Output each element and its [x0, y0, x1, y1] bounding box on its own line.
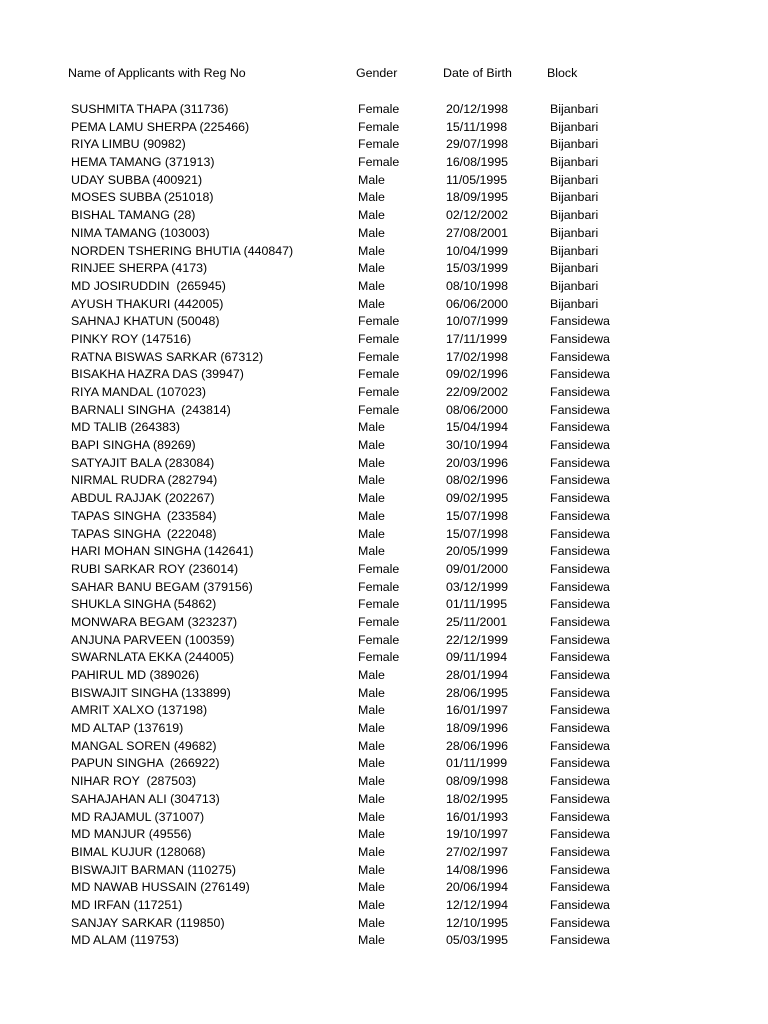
table-row	[0, 879, 768, 897]
applicant-gender: Male	[358, 544, 385, 559]
applicant-dob: 20/06/1994	[446, 880, 509, 895]
applicant-dob: 09/02/1996	[446, 367, 509, 382]
applicant-dob: 18/02/1995	[446, 791, 509, 806]
applicant-name: MD ALAM (119753)	[71, 933, 179, 948]
applicant-dob: 29/07/1998	[446, 137, 509, 152]
applicant-name: NIRMAL RUDRA (282794)	[71, 473, 218, 488]
applicant-block: Fansidewa	[550, 614, 610, 629]
applicant-block: Fansidewa	[550, 331, 610, 346]
applicant-gender: Male	[358, 190, 385, 205]
table-row	[0, 543, 768, 561]
applicant-gender: Male	[358, 243, 385, 258]
table-row	[0, 526, 768, 544]
table-row	[0, 897, 768, 915]
applicant-dob: 08/02/1996	[446, 473, 509, 488]
applicant-gender: Male	[358, 880, 385, 895]
applicant-gender: Female	[358, 155, 400, 170]
table-row	[0, 809, 768, 827]
applicant-dob: 15/11/1998	[446, 119, 508, 134]
applicant-block: Bijanbari	[550, 278, 599, 293]
applicant-block: Bijanbari	[550, 208, 599, 223]
table-row	[0, 685, 768, 703]
applicant-dob: 22/12/1999	[446, 632, 509, 647]
table-row	[0, 189, 768, 207]
applicant-block: Fansidewa	[550, 491, 610, 506]
applicant-gender: Female	[358, 614, 400, 629]
applicant-dob: 30/10/1994	[446, 438, 509, 453]
applicant-dob: 10/04/1999	[446, 243, 509, 258]
applicant-name: BISHAL TAMANG (28)	[71, 208, 196, 223]
applicant-name: SAHAR BANU BEGAM (379156)	[71, 579, 253, 594]
applicant-dob: 28/06/1996	[446, 738, 509, 753]
applicant-name: SATYAJIT BALA (283084)	[71, 455, 215, 470]
applicant-dob: 16/01/1997	[446, 703, 509, 718]
applicant-gender: Male	[358, 491, 385, 506]
applicant-dob: 28/06/1995	[446, 685, 509, 700]
applicant-name: PEMA LAMU SHERPA (225466)	[71, 119, 250, 134]
applicant-gender: Female	[358, 314, 400, 329]
applicant-gender: Male	[358, 809, 385, 824]
table-row	[0, 561, 768, 579]
applicant-name: MD MANJUR (49556)	[71, 827, 192, 842]
applicant-gender: Male	[358, 261, 385, 276]
applicant-gender: Female	[358, 102, 400, 116]
table-row	[0, 932, 768, 950]
applicant-dob: 12/12/1994	[446, 897, 509, 912]
applicant-dob: 08/09/1998	[446, 774, 509, 789]
applicant-block: Fansidewa	[550, 809, 610, 824]
applicant-block: Fansidewa	[550, 791, 610, 806]
applicant-gender: Male	[358, 438, 385, 453]
applicant-dob: 12/10/1995	[446, 915, 509, 930]
applicant-name: BARNALI SINGHA (243814)	[71, 402, 231, 417]
table-row	[0, 826, 768, 844]
applicant-dob: 10/07/1999	[446, 314, 509, 329]
applicant-block: Fansidewa	[550, 561, 610, 576]
applicant-dob: 03/12/1999	[446, 579, 509, 594]
applicant-gender: Female	[358, 402, 400, 417]
applicant-name: RATNA BISWAS SARKAR (67312)	[71, 349, 264, 364]
applicant-block: Bijanbari	[550, 155, 599, 170]
table-row	[0, 508, 768, 526]
applicant-name: BISAKHA HAZRA DAS (39947)	[71, 367, 244, 382]
table-row	[0, 331, 768, 349]
applicant-dob: 02/12/2002	[446, 208, 509, 223]
applicant-gender: Female	[358, 331, 400, 346]
applicant-gender: Male	[358, 278, 385, 293]
table-row	[0, 225, 768, 243]
applicant-dob: 09/11/1994	[446, 650, 508, 665]
table-row	[0, 791, 768, 809]
applicant-name: NIMA TAMANG (103003)	[71, 225, 210, 240]
applicant-name: ANJUNA PARVEEN (100359)	[71, 632, 235, 647]
applicant-name: PINKY ROY (147516)	[71, 331, 192, 346]
applicant-name: SUSHMITA THAPA (311736)	[71, 102, 229, 116]
applicant-dob: 18/09/1995	[446, 190, 509, 205]
applicant-block: Bijanbari	[550, 225, 599, 240]
applicant-gender: Male	[358, 703, 385, 718]
applicant-block: Fansidewa	[550, 455, 610, 470]
applicant-dob: 16/01/1993	[446, 809, 509, 824]
applicant-dob: 06/06/2000	[446, 296, 509, 311]
applicant-gender: Female	[358, 597, 400, 612]
applicant-block: Bijanbari	[550, 172, 599, 187]
applicant-block: Bijanbari	[550, 261, 599, 276]
applicant-name: TAPAS SINGHA (222048)	[71, 526, 217, 541]
applicant-name: MD JOSIRUDDIN (265945)	[71, 278, 226, 293]
applicant-block: Fansidewa	[550, 844, 610, 859]
applicant-block: Fansidewa	[550, 897, 610, 912]
applicant-block: Fansidewa	[550, 650, 610, 665]
applicant-block: Bijanbari	[550, 102, 599, 116]
table-row	[0, 632, 768, 650]
applicant-dob: 22/09/2002	[446, 385, 509, 399]
applicant-dob: 27/08/2001	[446, 225, 509, 240]
applicant-name: RIYA MANDAL (107023)	[71, 385, 206, 399]
applicant-dob: 15/03/1999	[446, 261, 509, 276]
applicant-dob: 08/06/2000	[446, 402, 509, 417]
applicant-name: MANGAL SOREN (49682)	[71, 738, 217, 753]
applicant-dob: 16/08/1995	[446, 155, 509, 170]
applicant-dob: 25/11/2001	[446, 614, 508, 629]
applicant-gender: Female	[358, 137, 400, 152]
applicant-name: RINJEE SHERPA (4173)	[71, 261, 208, 276]
applicant-block: Fansidewa	[550, 438, 610, 453]
applicant-dob: 01/11/1999	[446, 756, 508, 771]
applicant-name: MD RAJAMUL (371007)	[71, 809, 205, 824]
applicant-block: Bijanbari	[550, 119, 599, 134]
table-row	[0, 366, 768, 384]
header-name: Name of Applicants with Reg No	[68, 66, 246, 80]
table-row	[0, 667, 768, 685]
table-row	[0, 349, 768, 367]
table-row	[0, 419, 768, 437]
applicant-gender: Male	[358, 933, 385, 948]
table-row	[0, 738, 768, 756]
applicant-gender: Male	[358, 668, 385, 682]
table-row	[0, 207, 768, 225]
applicant-name: MD ALTAP (137619)	[71, 721, 184, 736]
applicant-name: NIHAR ROY (287503)	[71, 774, 197, 789]
applicant-name: MD NAWAB HUSSAIN (276149)	[71, 880, 250, 895]
applicant-block: Fansidewa	[550, 685, 610, 700]
applicant-dob: 15/04/1994	[446, 420, 509, 435]
applicant-gender: Male	[358, 827, 385, 842]
applicant-block: Fansidewa	[550, 597, 610, 612]
applicant-dob: 27/02/1997	[446, 844, 509, 859]
applicant-name: BAPI SINGHA (89269)	[71, 438, 196, 453]
applicant-dob: 09/02/1995	[446, 491, 509, 506]
applicant-name: MD IRFAN (117251)	[71, 897, 183, 912]
applicant-gender: Male	[358, 172, 385, 187]
applicant-gender: Female	[358, 119, 400, 134]
applicant-block: Bijanbari	[550, 190, 599, 205]
applicant-block: Fansidewa	[550, 668, 610, 682]
applicant-dob: 05/03/1995	[446, 933, 509, 948]
applicant-name: BIMAL KUJUR (128068)	[71, 844, 206, 859]
applicant-name: SHUKLA SINGHA (54862)	[71, 597, 217, 612]
applicant-gender: Male	[358, 526, 385, 541]
applicant-name: SAHAJAHAN ALI (304713)	[71, 791, 220, 806]
applicant-gender: Male	[358, 791, 385, 806]
applicant-dob: 28/01/1994	[446, 668, 509, 682]
applicant-block: Fansidewa	[550, 738, 610, 753]
applicant-block: Fansidewa	[550, 721, 610, 736]
applicant-dob: 20/05/1999	[446, 544, 509, 559]
applicant-dob: 20/03/1996	[446, 455, 509, 470]
applicant-block: Fansidewa	[550, 915, 610, 930]
applicant-dob: 15/07/1998	[446, 526, 509, 541]
applicant-dob: 09/01/2000	[446, 561, 509, 576]
table-row	[0, 844, 768, 862]
table-row	[0, 702, 768, 720]
table-row	[0, 773, 768, 791]
applicant-block: Fansidewa	[550, 579, 610, 594]
applicant-block: Fansidewa	[550, 367, 610, 382]
applicant-gender: Male	[358, 862, 385, 877]
table-row	[0, 915, 768, 933]
table-row	[0, 136, 768, 154]
applicant-block: Fansidewa	[550, 827, 610, 842]
table-row	[0, 101, 768, 119]
applicant-gender: Male	[358, 208, 385, 223]
applicant-gender: Male	[358, 844, 385, 859]
applicant-gender: Female	[358, 385, 400, 399]
table-row	[0, 437, 768, 455]
table-row	[0, 278, 768, 296]
applicant-gender: Male	[358, 455, 385, 470]
table-row	[0, 172, 768, 190]
applicant-name: TAPAS SINGHA (233584)	[71, 508, 217, 523]
table-row	[0, 119, 768, 137]
applicant-name: SAHNAJ KHATUN (50048)	[71, 314, 220, 329]
applicant-gender: Male	[358, 508, 385, 523]
applicant-dob: 08/10/1998	[446, 278, 509, 293]
applicant-gender: Female	[358, 579, 400, 594]
applicant-gender: Male	[358, 685, 385, 700]
applicant-gender: Male	[358, 721, 385, 736]
applicant-gender: Male	[358, 296, 385, 311]
applicant-dob: 20/12/1998	[446, 102, 509, 116]
applicant-block: Fansidewa	[550, 349, 610, 364]
applicant-gender: Female	[358, 650, 400, 665]
table-row	[0, 579, 768, 597]
table-row	[0, 455, 768, 473]
applicant-name: SANJAY SARKAR (119850)	[71, 915, 225, 930]
applicant-name: MD TALIB (264383)	[71, 420, 181, 435]
applicant-gender: Male	[358, 774, 385, 789]
applicant-name: RIYA LIMBU (90982)	[71, 137, 186, 152]
applicant-name: AYUSH THAKURI (442005)	[71, 296, 224, 311]
header-block: Block	[547, 66, 578, 80]
applicant-block: Fansidewa	[550, 508, 610, 523]
table-row	[0, 472, 768, 490]
table-row	[0, 384, 768, 402]
table-header	[0, 66, 768, 84]
applicant-block: Fansidewa	[550, 862, 610, 877]
applicant-gender: Male	[358, 225, 385, 240]
applicant-gender: Male	[358, 915, 385, 930]
applicant-gender: Female	[358, 632, 400, 647]
applicant-name: AMRIT XALXO (137198)	[71, 703, 208, 718]
applicant-block: Fansidewa	[550, 632, 610, 647]
applicant-dob: 17/02/1998	[446, 349, 509, 364]
applicant-gender: Male	[358, 473, 385, 488]
table-row	[0, 596, 768, 614]
applicant-block: Fansidewa	[550, 756, 610, 771]
table-row	[0, 296, 768, 314]
applicant-name: PAHIRUL MD (389026)	[71, 668, 200, 682]
applicant-block: Fansidewa	[550, 314, 610, 329]
applicant-block: Fansidewa	[550, 774, 610, 789]
applicant-gender: Male	[358, 738, 385, 753]
applicant-list	[0, 101, 768, 950]
applicant-dob: 19/10/1997	[446, 827, 509, 842]
applicant-block: Fansidewa	[550, 544, 610, 559]
applicant-name: BISWAJIT BARMAN (110275)	[71, 862, 237, 877]
applicant-name: MOSES SUBBA (251018)	[71, 190, 214, 205]
applicant-gender: Male	[358, 897, 385, 912]
table-row	[0, 490, 768, 508]
applicant-block: Fansidewa	[550, 526, 610, 541]
applicant-block: Bijanbari	[550, 296, 599, 311]
table-row	[0, 649, 768, 667]
applicant-dob: 14/08/1996	[446, 862, 509, 877]
table-row	[0, 402, 768, 420]
applicant-name: RUBI SARKAR ROY (236014)	[71, 561, 239, 576]
applicant-dob: 15/07/1998	[446, 508, 509, 523]
applicant-name: BISWAJIT SINGHA (133899)	[71, 685, 231, 700]
applicant-dob: 17/11/1999	[446, 331, 508, 346]
applicant-name: SWARNLATA EKKA (244005)	[71, 650, 234, 665]
applicant-gender: Female	[358, 349, 400, 364]
applicant-block: Bijanbari	[550, 243, 599, 258]
header-gender: Gender	[356, 66, 398, 80]
applicant-gender: Male	[358, 420, 385, 435]
table-row	[0, 614, 768, 632]
table-row	[0, 154, 768, 172]
table-row	[0, 862, 768, 880]
applicant-gender: Female	[358, 367, 400, 382]
applicant-block: Fansidewa	[550, 420, 610, 435]
applicant-block: Fansidewa	[550, 385, 610, 399]
applicant-block: Fansidewa	[550, 880, 610, 895]
applicant-block: Fansidewa	[550, 473, 610, 488]
table-row	[0, 260, 768, 278]
applicant-gender: Female	[358, 561, 400, 576]
applicant-dob: 11/05/1995	[446, 172, 508, 187]
applicant-name: HARI MOHAN SINGHA (142641)	[71, 544, 254, 559]
applicant-block: Fansidewa	[550, 402, 610, 417]
applicant-name: ABDUL RAJJAK (202267)	[71, 491, 215, 506]
applicant-name: UDAY SUBBA (400921)	[71, 172, 203, 187]
table-row	[0, 755, 768, 773]
table-row	[0, 313, 768, 331]
applicant-dob: 18/09/1996	[446, 721, 509, 736]
applicant-name: MONWARA BEGAM (323237)	[71, 614, 238, 629]
applicant-dob: 01/11/1995	[446, 597, 508, 612]
applicant-block: Fansidewa	[550, 933, 610, 948]
applicant-name: PAPUN SINGHA (266922)	[71, 756, 220, 771]
table-row	[0, 243, 768, 261]
applicant-name: NORDEN TSHERING BHUTIA (440847)	[71, 243, 294, 258]
header-dob: Date of Birth	[443, 66, 512, 80]
applicant-block: Fansidewa	[550, 703, 610, 718]
applicant-block: Bijanbari	[550, 137, 599, 152]
applicant-name: HEMA TAMANG (371913)	[71, 155, 215, 170]
applicant-gender: Male	[358, 756, 385, 771]
table-row	[0, 720, 768, 738]
